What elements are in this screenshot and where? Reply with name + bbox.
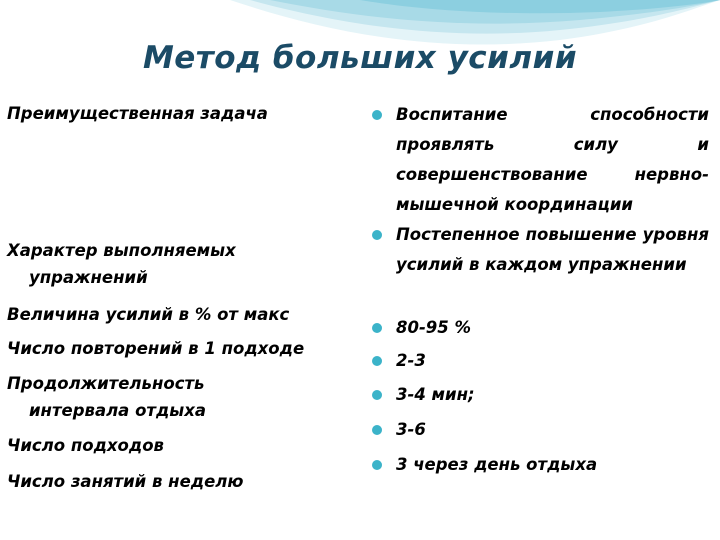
label-text: Продолжительность [7,374,205,393]
label-effort-percent [7,301,352,328]
bullet-icon [372,460,382,470]
label-sessions-per-week [7,468,352,495]
label-reps-per-set [7,335,352,362]
label-sets-count [7,432,352,459]
label-text: Преимущественная задача [7,104,268,123]
value-text: 3-4 мин; [396,385,475,404]
value-text: 3-6 [396,420,426,439]
bullet-icon [372,356,382,366]
value-text: Воспитание способности проявлять силу и совершенствование нервно-мышечной координации [396,105,709,214]
label-text: Характер выполняемых [7,241,236,260]
label-text-continuation: упражнений [29,268,148,287]
value-text: 2-3 [396,351,426,370]
bullet-icon [372,425,382,435]
label-text: Величина усилий в % от макс [7,305,290,324]
bullet-icon [372,230,382,240]
label-main-task [7,100,352,127]
label-text-continuation: интервала отдыха [29,401,206,420]
label-text: Число подходов [7,436,164,455]
bullet-icon [372,390,382,400]
bullet-icon [372,110,382,120]
label-text: Число занятий в неделю [7,472,244,491]
label-rest-duration [7,370,352,424]
bullet-icon [372,323,382,333]
label-exercise-type [7,237,352,291]
value-text: Постепенное повышение уровня усилий в каждом упражнении [396,225,709,274]
value-text: 80-95 % [396,318,472,337]
slide-title: Метод больших усилий [142,40,578,76]
label-text: Число повторений в 1 подходе [7,339,305,358]
value-text: 3 через день отдыха [396,455,598,474]
